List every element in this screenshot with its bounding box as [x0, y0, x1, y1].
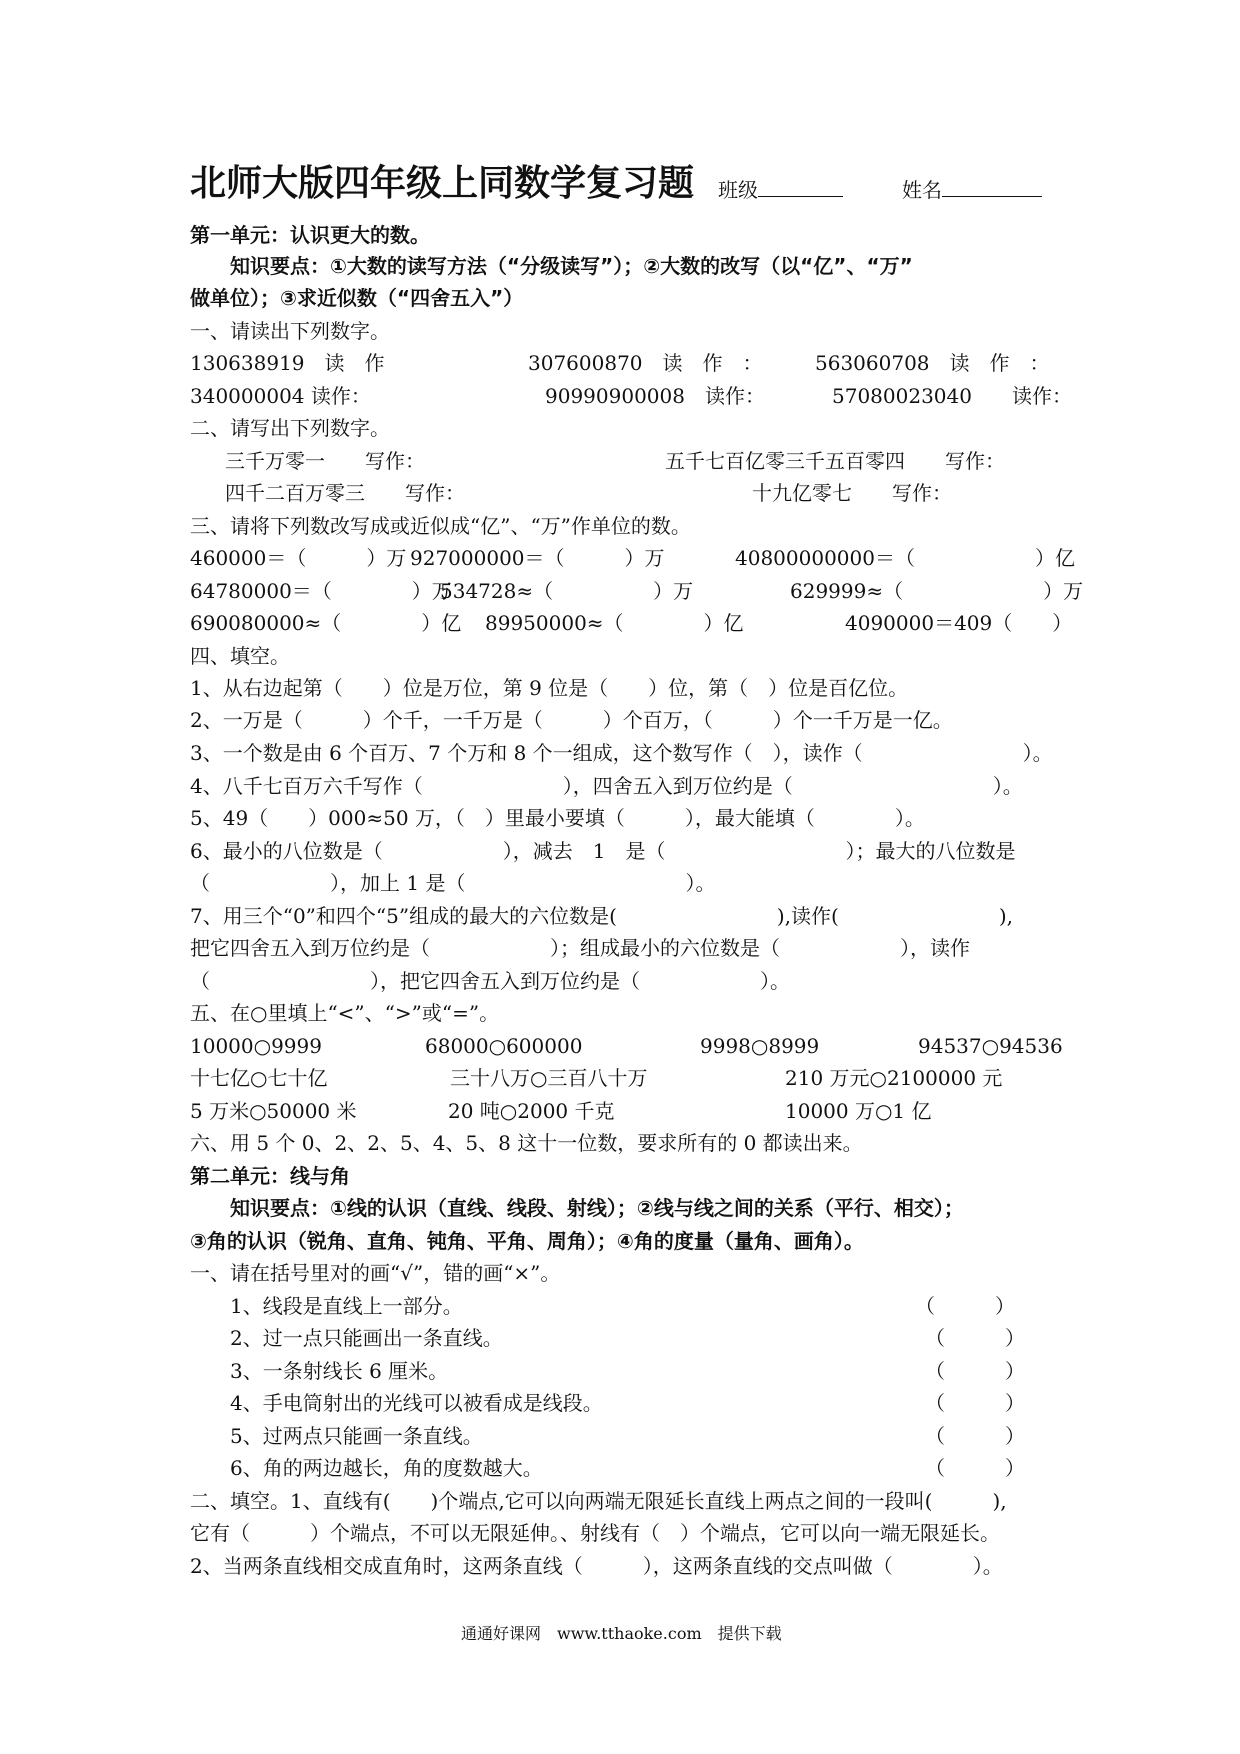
s1-title: 一、请读出下列数字。 — [190, 319, 390, 343]
s4-q7b: 把它四舍五入到万位约是（ ）；组成最小的六位数是（ ），读作 — [190, 936, 970, 960]
footer-credit: 通通好课网 www.tthaoke.com 提供下载 — [461, 1624, 782, 1643]
s3-r3c3: 4090000＝409（ ） — [845, 611, 1073, 635]
u2-s2-line3: 2、当两条直线相交成直角时，这两条直线（ ），这两条直线的交点叫做（ ）。 — [190, 1554, 1003, 1578]
s3-r2c2: 534728≈（ ）万 — [440, 579, 694, 603]
u2-s2-line1: 二、填空。1、直线有( )个端点,它可以向两端无限延长直线上两点之间的一段叫( ), — [190, 1489, 1007, 1513]
s1-r2c1: 340000004 读作： — [190, 384, 371, 408]
unit1-heading: 第一单元：认识更大的数。 — [190, 223, 430, 247]
s4-q6b: （ ），加上 1 是（ ）。 — [190, 871, 716, 895]
s2-r1c2: 五千七百亿零三千五百零四 写作： — [665, 449, 1005, 473]
tf-item-text: 2、过一点只能画出一条直线。 — [230, 1326, 503, 1350]
s4-q6a: 6、最小的八位数是（ ），减去 1 是（ ）；最大的八位数是 — [190, 839, 1016, 863]
s5-item: 三十八万○三百八十万 — [450, 1066, 648, 1090]
s5-item: 10000 万○1 亿 — [785, 1099, 932, 1123]
unit1-key-line1: 知识要点：①大数的读写方法（“分级读写”）；②大数的改写（以“亿”、“万” — [230, 254, 913, 278]
s6-title: 六、用 5 个 0、2、2、5、4、5、8 这十一位数，要求所有的 0 都读出来。 — [190, 1131, 863, 1155]
page-title: 北师大版四年级上同数学复习题 — [190, 163, 695, 204]
s5-item: 210 万元○2100000 元 — [785, 1066, 1003, 1090]
s4-q2: 2、一万是（ ）个千，一千万是（ ）个百万，（ ）个一千万是一亿。 — [190, 708, 953, 732]
s4-q7a: 7、用三个“0”和四个“5”组成的最大的六位数是( ),读作( ), — [190, 904, 1013, 928]
s3-r2c1: 64780000＝（ ）万 — [190, 579, 452, 603]
s2-r2c1: 四千二百万零三 写作： — [225, 481, 465, 505]
name-field[interactable] — [902, 176, 1042, 203]
unit2-heading: 第二单元：线与角 — [190, 1164, 350, 1188]
s4-q5: 5、49（ ）000≈50 万，（ ）里最小要填（ ），最大能填（ ）。 — [190, 806, 925, 830]
name-blank[interactable] — [942, 176, 1042, 197]
s2-r1c1: 三千万零一 写作： — [225, 449, 425, 473]
s3-r2c3: 629999≈（ ）万 — [790, 579, 1084, 603]
u2-s1-title: 一、请在括号里对的画“√”，错的画“×”。 — [190, 1261, 561, 1285]
tf-item-text: 5、过两点只能画一条直线。 — [230, 1424, 483, 1448]
tf-answer-box[interactable]: （ ） — [925, 1326, 1025, 1350]
s3-r1c1: 460000＝（ ）万 — [190, 546, 407, 570]
s3-r1c2: 927000000＝（ ）万 — [410, 546, 665, 570]
s4-title: 四、填空。 — [190, 644, 290, 668]
s3-r1c3: 40800000000＝（ ）亿 — [735, 546, 1075, 570]
tf-answer-box[interactable]: （ ） — [925, 1359, 1025, 1383]
tf-item-text: 3、一条射线长 6 厘米。 — [230, 1359, 449, 1383]
s3-r3c1: 690080000≈（ ）亿 — [190, 611, 462, 635]
name-label: 姓名 — [902, 178, 942, 202]
class-label: 班级 — [718, 178, 758, 202]
s4-q7c: （ ），把它四舍五入到万位约是（ ）。 — [190, 969, 790, 993]
tf-item-text: 1、线段是直线上一部分。 — [230, 1294, 463, 1318]
s2-r2c2: 十九亿零七 写作： — [752, 481, 952, 505]
unit1-key-line2: 做单位）；③求近似数（“四舍五入”） — [190, 286, 524, 310]
tf-item-text: 4、手电筒射出的光线可以被看成是线段。 — [230, 1391, 603, 1415]
s1-r1c1: 130638919 读 作 — [190, 351, 385, 375]
s2-title: 二、请写出下列数字。 — [190, 416, 390, 440]
s4-q3: 3、一个数是由 6 个百万、7 个万和 8 个一组成，这个数写作（ ），读作（ ）。 — [190, 741, 1053, 765]
unit2-key-line2: ③角的认识（锐角、直角、钝角、平角、周角）；④角的度量（量角、画角）。 — [190, 1229, 864, 1253]
tf-answer-box[interactable]: （ ） — [925, 1391, 1025, 1415]
s1-r2c3: 57080023040 读作： — [832, 384, 1072, 408]
s5-item: 十七亿○七十亿 — [190, 1066, 328, 1090]
s4-q4: 4、八千七百万六千写作（ ），四舍五入到万位约是（ ）。 — [190, 774, 1023, 798]
s1-r1c2: 307600870 读 作 ： — [528, 351, 763, 375]
s5-item: 10000○9999 — [190, 1034, 322, 1058]
s5-item: 20 吨○2000 千克 — [448, 1099, 615, 1123]
tf-item-text: 6、角的两边越长，角的度数越大。 — [230, 1456, 543, 1480]
s1-r2c2: 90990900008 读作： — [545, 384, 765, 408]
unit2-key-line1: 知识要点：①线的认识（直线、线段、射线）；②线与线之间的关系（平行、相交）； — [230, 1196, 964, 1220]
class-field[interactable] — [718, 176, 843, 203]
tf-answer-box[interactable]: （ ） — [915, 1294, 1015, 1318]
s3-r3c2: 89950000≈（ ）亿 — [485, 611, 744, 635]
s5-item: 5 万米○50000 米 — [190, 1099, 357, 1123]
tf-answer-box[interactable]: （ ） — [925, 1456, 1025, 1480]
s1-r1c3: 563060708 读 作 ： — [815, 351, 1050, 375]
class-blank[interactable] — [758, 176, 843, 197]
s5-item: 9998○8999 — [700, 1034, 820, 1058]
tf-answer-box[interactable]: （ ） — [925, 1424, 1025, 1448]
s5-title: 五、在○里填上“<”、“>”或“=”。 — [190, 1001, 500, 1025]
s4-q1: 1、从右边起第（ ）位是万位，第 9 位是（ ）位，第（ ）位是百亿位。 — [190, 676, 909, 700]
s3-title: 三、请将下列数改写成或近似成“亿”、“万”作单位的数。 — [190, 514, 691, 538]
u2-s2-line2: 它有（ ）个端点，不可以无限延伸。、射线有（ ）个端点，它可以向一端无限延长。 — [190, 1521, 1000, 1545]
s5-item: 68000○600000 — [425, 1034, 583, 1058]
s5-item: 94537○94536 — [918, 1034, 1063, 1058]
